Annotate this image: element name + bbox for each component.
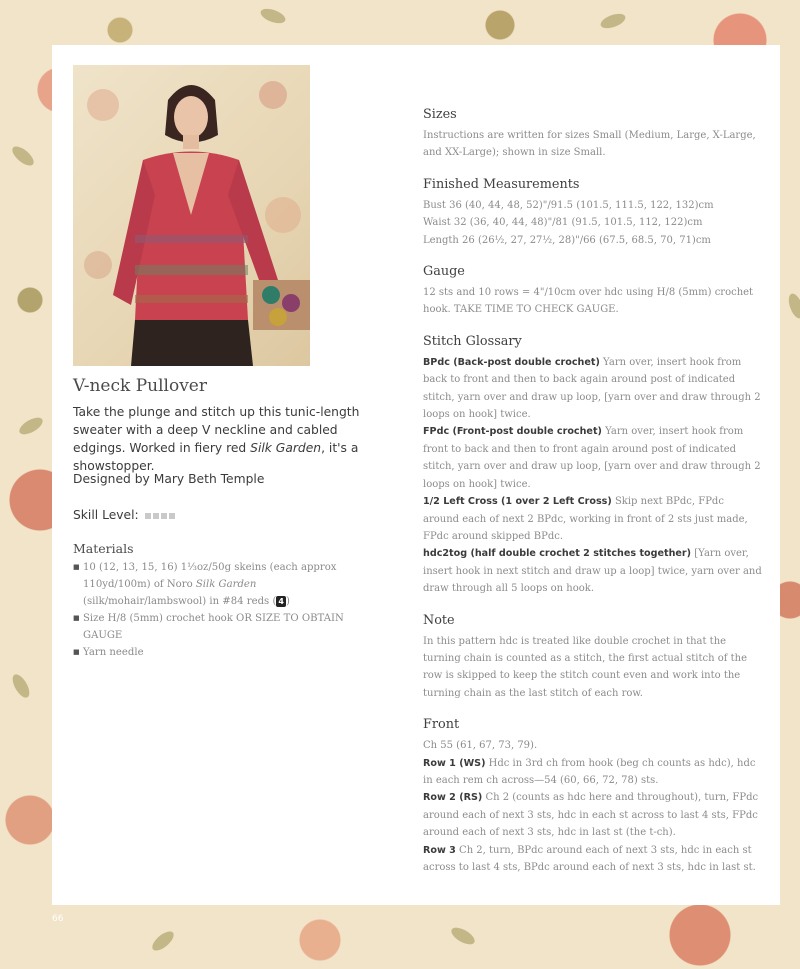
row-instructions: Hdc in 3rd ch from hook (beg ch counts as hdc), hdc in each rem ch across—54 (60, 66, 72, 78) sts. bbox=[423, 757, 756, 786]
glossary-entry bbox=[423, 354, 763, 424]
glossary-term: FPdc (Front-post double crochet) bbox=[423, 426, 602, 438]
skill-level-indicator bbox=[145, 508, 177, 522]
glossary-entry bbox=[423, 545, 763, 597]
skill-box bbox=[161, 513, 167, 519]
skill-box bbox=[145, 513, 151, 519]
front-chain: Ch 55 (61, 67, 73, 79). bbox=[423, 740, 538, 752]
glossary-entry bbox=[423, 493, 763, 545]
finished-measurements-heading: Finished Measurements bbox=[423, 176, 580, 192]
row-instructions: Ch 2, turn, BPdc around each of next 3 sts, hdc in each st across to last 4 sts, BPdc around each of next 3 sts, hdc in last st. bbox=[423, 844, 756, 873]
note-section bbox=[423, 613, 763, 703]
materials-item: ■ 10 (12, 13, 15, 16) 1⅓oz/50g skeins (each approx 110yd/100m) of Noro Silk Garden (silk/mohair/lambswool) in #84 reds ( 4 ) bbox=[73, 559, 373, 610]
row-label: Row 3 bbox=[423, 844, 456, 856]
bust-measurement: Bust 36 (40, 44, 48, 52)"/91.5 (101.5, 111.5, 122, 132)cm bbox=[423, 199, 714, 211]
intro-yarn-name: Silk Garden bbox=[250, 441, 322, 455]
materials-item: ■ Size H/8 (5mm) crochet hook OR SIZE TO OBTAIN GAUGE bbox=[73, 610, 373, 644]
note-text: In this pattern hdc is treated like double crochet in that the turning chain is counted as a stitch, the first actual stitch of the row is skipped to keep the stitch count even and work into the turning chain as the last stitch of each row. bbox=[423, 635, 747, 699]
background-leaf bbox=[449, 924, 478, 947]
note-heading: Note bbox=[423, 612, 455, 628]
background-leaf bbox=[599, 11, 628, 31]
page-number: 66 bbox=[52, 914, 64, 924]
instructions-column bbox=[423, 107, 763, 891]
front-heading: Front bbox=[423, 717, 460, 733]
row-label: Row 1 (WS) bbox=[423, 757, 486, 769]
glossary-definition: Yarn over, insert hook from back to front and then to back again around post of indicated stitch, yarn over and draw up loop, [yarn over and draw through 2 loops on hook] twice. bbox=[423, 356, 761, 421]
finished-measurements-section bbox=[423, 177, 763, 249]
sizes-section bbox=[423, 107, 763, 162]
measurements-text bbox=[423, 197, 763, 249]
background-leaf bbox=[259, 6, 288, 26]
sizes-text: Instructions are written for sizes Small (Medium, Large, X-Large, and XX-Large); shown in size Small. bbox=[423, 130, 756, 159]
materials-list bbox=[73, 559, 373, 661]
skill-box bbox=[153, 513, 159, 519]
skill-level-label: Skill Level: bbox=[73, 508, 139, 522]
materials-text: (silk/mohair/lambswool) in #84 reds bbox=[83, 596, 273, 607]
front-row bbox=[423, 842, 763, 877]
background-leaf bbox=[786, 292, 800, 321]
length-measurement: Length 26 (26½, 27, 27½, 28)"/66 (67.5, 68.5, 70, 71)cm bbox=[423, 234, 711, 246]
materials-yarn-name: Silk Garden bbox=[195, 579, 257, 590]
pullover-photo bbox=[73, 65, 310, 366]
front-row bbox=[423, 755, 763, 790]
gauge-section bbox=[423, 264, 763, 319]
stitch-glossary-heading: Stitch Glossary bbox=[423, 333, 522, 349]
gauge-text: 12 sts and 10 rows = 4"/10cm over hdc using H/8 (5mm) crochet hook. TAKE TIME TO CHECK GAUGE. bbox=[423, 287, 754, 316]
intro-text-end: , it's a showstopper. bbox=[73, 441, 359, 473]
designer-credit: Designed by Mary Beth Temple bbox=[73, 472, 265, 486]
background-leaf bbox=[17, 414, 46, 437]
pullover-illustration bbox=[73, 65, 310, 366]
background-leaf bbox=[149, 928, 177, 954]
materials-text: 10 (12, 13, 15, 16) 1⅓oz/50g skeins (each approx 110yd/100m) of Noro bbox=[83, 562, 337, 590]
row-instructions: Ch 2 (counts as hdc here and throughout), turn, FPdc around each of next 3 sts, hdc in each st across to last 4 sts, FPdc around each of next 3 sts, hdc in last st (the t-ch). bbox=[423, 792, 759, 839]
page-panel bbox=[52, 45, 780, 905]
materials-item: ■ Yarn needle bbox=[73, 644, 373, 661]
glossary-term: 1/2 Left Cross (1 over 2 Left Cross) bbox=[423, 496, 612, 508]
glossary-entry bbox=[423, 423, 763, 493]
pattern-intro bbox=[73, 403, 373, 475]
glossary-term: BPdc (Back-post double crochet) bbox=[423, 356, 600, 368]
glossary-term: hdc2tog (half double crochet 2 stitches together) bbox=[423, 548, 692, 560]
front-section bbox=[423, 717, 763, 876]
glossary-definition: [Yarn over, insert hook in next stitch and draw up a loop] twice, yarn over and draw through all 5 loops on hook. bbox=[423, 548, 762, 595]
glossary-definition: Skip next BPdc, FPdc around each of next 2 BPdc, working in front of 2 sts just made, FPdc around skipped BPdc. bbox=[423, 496, 748, 542]
background-leaf bbox=[9, 143, 37, 169]
front-row bbox=[423, 789, 763, 841]
materials-text: ) bbox=[285, 596, 290, 607]
gauge-heading: Gauge bbox=[423, 264, 465, 280]
skill-level bbox=[73, 508, 177, 522]
row-label: Row 2 (RS) bbox=[423, 792, 483, 804]
sizes-heading: Sizes bbox=[423, 107, 457, 122]
materials-heading: Materials bbox=[73, 541, 134, 556]
intro-text: Take the plunge and stitch up this tunic-length sweater with a deep V neckline and cabled edgings. Worked in fiery red bbox=[73, 405, 360, 455]
background-leaf bbox=[9, 672, 32, 701]
stitch-glossary-section bbox=[423, 334, 763, 598]
pattern-title: V-neck Pullover bbox=[73, 376, 207, 396]
skill-box bbox=[169, 513, 175, 519]
glossary-definition: Yarn over, insert hook from front to back and then to front again around post of indicated stitch, yarn over and draw up loop, [yarn over and draw through 2 loops on hook] twice. bbox=[423, 426, 761, 490]
waist-measurement: Waist 32 (36, 40, 44, 48)"/81 (91.5, 101.5, 112, 122)cm bbox=[423, 217, 703, 229]
yarn-weight-icon: 4 bbox=[278, 597, 284, 606]
